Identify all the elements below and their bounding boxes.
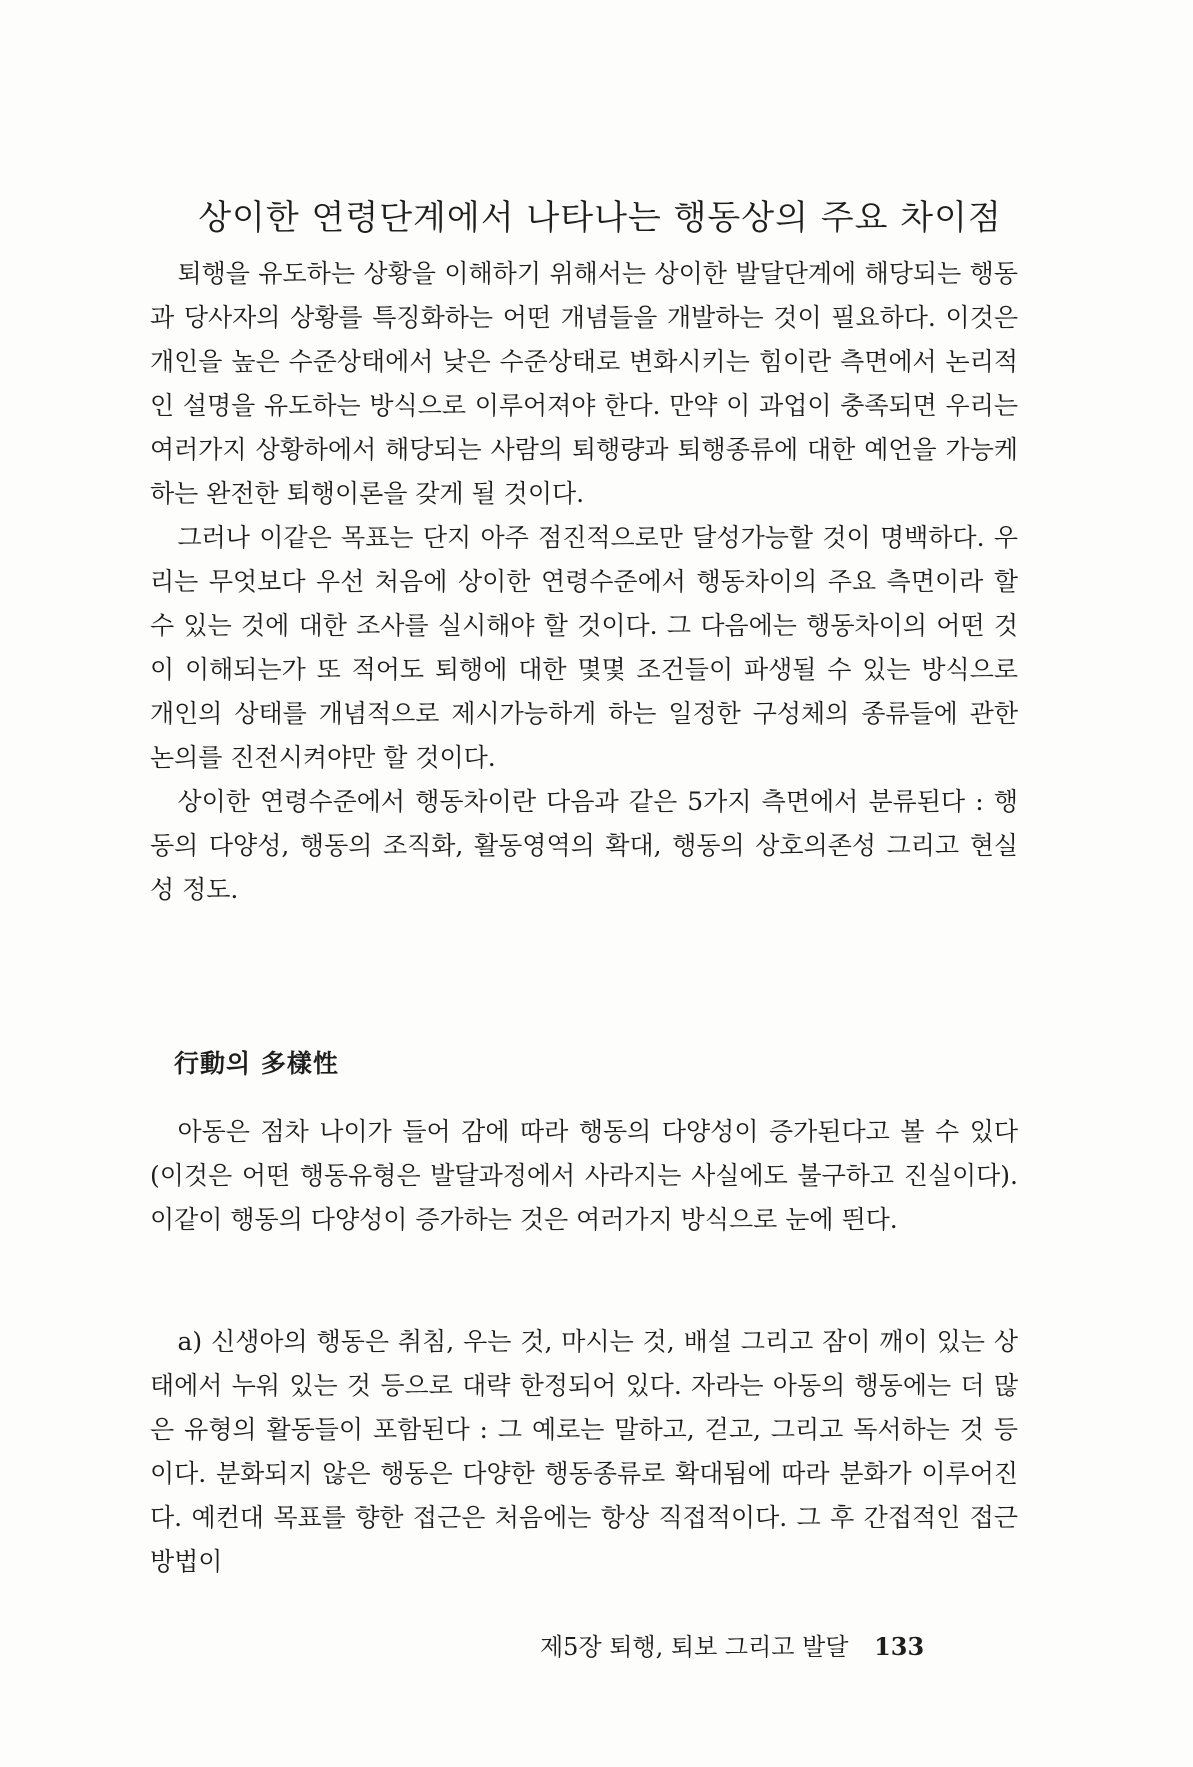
section-text (150, 1110, 1018, 1242)
intro-paragraph-2: 그러나 이같은 목표는 단지 아주 점진적으로만 달성가능할 것이 명백하다. 우리는 무엇보다 우선 처음에 상이한 연령수준에서 행동차이의 주요 측면이라 할 수 있는 것에 대한 조사를 실시해야 할 것이다. 그 다음에는 행동차이의 어떤 것이 이해되는가 또 적어도 퇴행에 대한 몇몇 조건들이 파생될 수 있는 방식으로 개인의 상태를 개념적으로 제시가능하게 하는 일정한 구성체의 종류들에 관한 논의를 진전시켜야만 할 것이다. (150, 523, 1018, 772)
intro-paragraph-1: 퇴행을 유도하는 상황을 이해하기 위해서는 상이한 발달단계에 해당되는 행동과 당사자의 상황를 특징화하는 어떤 개념들을 개발하는 것이 필요하다. 이것은 개인을 높은 수준상태에서 낮은 수준상태로 변화시키는 힘이란 측면에서 논리적인 설명을 유도하는 방식으로 이루어져야 한다. 만약 이 과업이 충족되면 우리는 여러가지 상황하에서 해당되는 사람의 퇴행량과 퇴행종류에 대한 예언을 가능케 하는 완전한 퇴행이론을 갖게 될 것이다. (150, 259, 1018, 508)
item-a-text (150, 1320, 1018, 1584)
page-title: 상이한 연령단계에서 나타나는 행동상의 주요 차이점 (198, 198, 1002, 238)
item-a-paragraph: a) 신생아의 행동은 취침, 우는 것, 마시는 것, 배설 그리고 잠이 깨이 있는 상태에서 누워 있는 것 등으로 대략 한정되어 있다. 자라는 아동의 행동에는 더 많은 유형의 활동들이 포함된다 : 그 예로는 말하고, 걷고, 그리고 독서하는 것 등이다. 분화되지 않은 행동은 다양한 행동종류로 확대됨에 따라 분화가 이루어진다. 예컨대 목표를 향한 접근은 처음에는 항상 직접적이다. 그 후 간접적인 접근 방법이 (150, 1327, 1018, 1576)
intro-paragraph-3: 상이한 연령수준에서 행동차이란 다음과 같은 5가지 측면에서 분류된다 : 행동의 다양성, 행동의 조직화, 활동영역의 확대, 행동의 상호의존성 그리고 현실성 정도. (150, 787, 1018, 904)
intro-text (150, 252, 1018, 912)
page-footer (540, 1627, 1000, 1662)
section-heading: 行動의 多樣性 (174, 1049, 339, 1078)
page-number: 133 (874, 1632, 925, 1661)
chapter-running-head: 제5장 퇴행, 퇴보 그리고 발달 (540, 1633, 849, 1661)
section-paragraph: 아동은 점차 나이가 들어 감에 따라 행동의 다양성이 증가된다고 볼 수 있다(이것은 어떤 행동유형은 발달과정에서 사라지는 사실에도 불구하고 진실이다). 이같이 행동의 다양성이 증가하는 것은 여러가지 방식으로 눈에 띈다. (150, 1117, 1018, 1234)
